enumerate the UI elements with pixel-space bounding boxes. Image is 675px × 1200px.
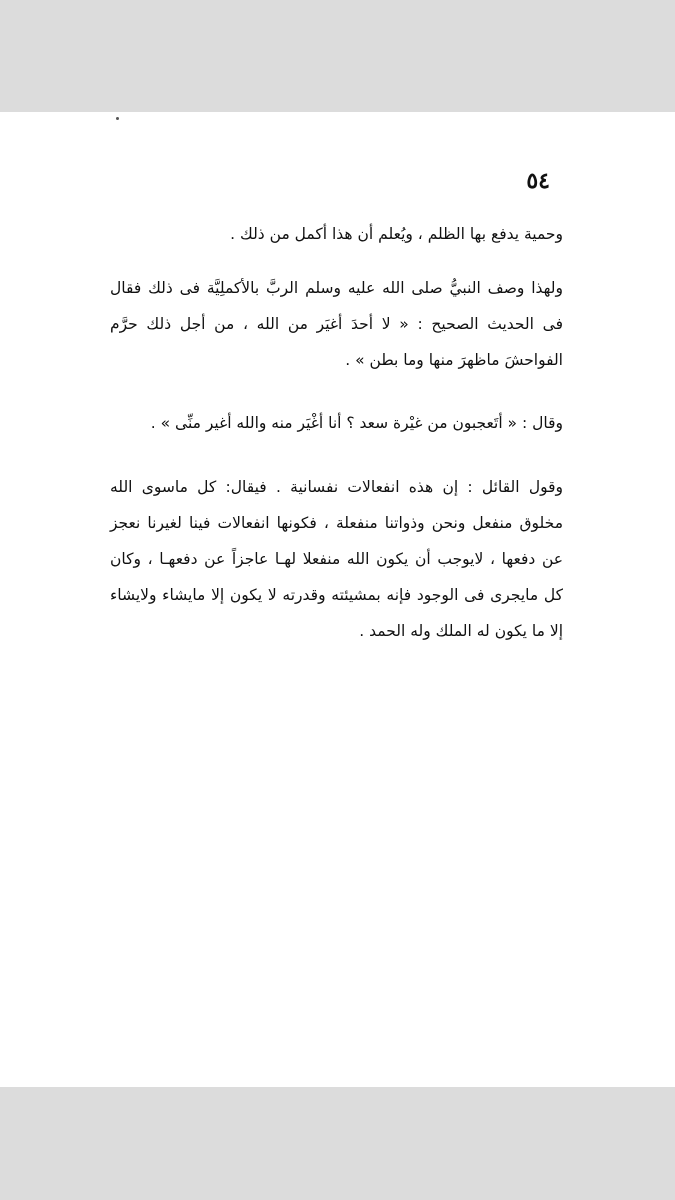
book-page xyxy=(0,112,675,1087)
paragraph-4 xyxy=(110,469,563,649)
paragraph-2 xyxy=(110,270,563,378)
paragraph-3 xyxy=(110,405,563,441)
page-number: ٥٤ xyxy=(526,168,550,194)
page-speck xyxy=(116,117,119,120)
paragraph-text: وقول القائل : إن هذه انفعالات نفسانية . فيقال: كل ماسوى الله مخلوق منفعل ونحن وذواتنا منفعلة ، فكونها انفعالات فينا لغيرنا نعجز عن دفعها ، لايوجب أن يكون الله منفعلا لهـا عاجزاً عن دفعهـا ، وكان كل مايجرى فى الوجود فإنه بمشيئته وقدرته لا يكون إلا مايشاء ولايشاء إلا ما يكون له الملك وله الحمد . xyxy=(110,478,563,640)
paragraph-1 xyxy=(110,216,563,252)
paragraph-text: ولهذا وصف النبيُّ صلى الله عليه وسلم الربَّ بالأكملِيَّة فى ذلك فقال فى الحديث الصحيح : « لا أحدَ أغيَر من الله ، من أجل ذلك حرَّم الفواحشَ ماظهرَ منها وما بطن » . xyxy=(110,279,563,369)
paragraph-text: وقال : « أتَعجبون من غيْرة سعد ؟ أنا أغْيَر منه والله أغير منِّى » . xyxy=(150,414,563,432)
paragraph-text: وحمية يدفع بها الظلم ، ويُعلم أن هذا أكمل من ذلك . xyxy=(230,225,563,243)
